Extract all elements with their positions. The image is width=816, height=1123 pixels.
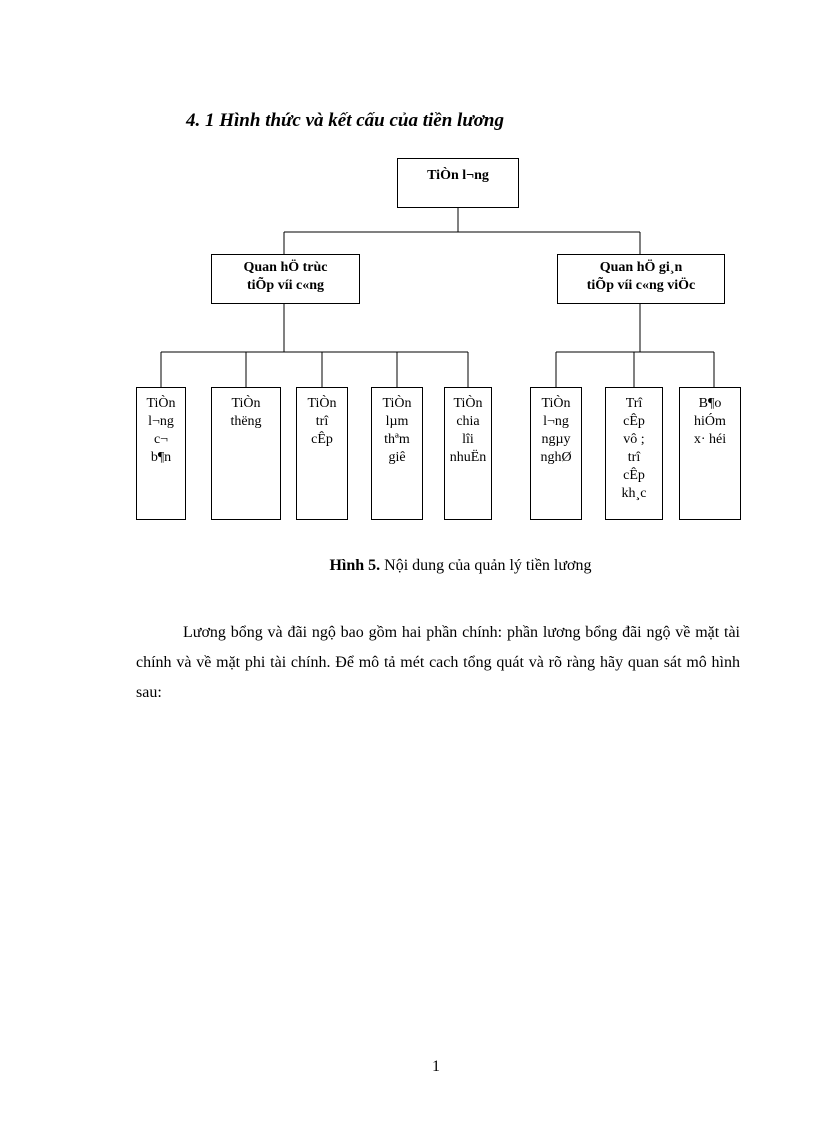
node-service-allowance-label: Trî cÊp vô ; trî cÊp kh¸c: [621, 396, 647, 501]
node-direct-relation: [211, 254, 360, 304]
node-allowance-label: TiÒn trî cÊp: [307, 396, 337, 447]
node-overtime-pay: [371, 387, 423, 520]
node-direct-relation-label: Quan hÖ trùc tiÕp víi c«ng: [243, 260, 328, 293]
node-overtime-pay-label: TiÒn lµm thªm giê: [382, 396, 412, 465]
node-profit-sharing: [444, 387, 492, 520]
node-indirect-relation: [557, 254, 725, 304]
node-holiday-pay: [530, 387, 582, 520]
node-profit-sharing-label: TiÒn chia lîi nhuËn: [449, 396, 487, 465]
node-social-insurance: [679, 387, 741, 520]
node-bonus-label: TiÒn thëng: [230, 396, 262, 429]
node-holiday-pay-label: TiÒn l¬ng ngµy nghØ: [540, 396, 572, 465]
node-indirect-relation-label: Quan hÖ gi¸n tiÕp víi c«ng viÖc: [586, 260, 696, 293]
node-root: [397, 158, 519, 208]
node-social-insurance-label: B¶o hiÓm x· héi: [693, 396, 727, 447]
figure-caption: [0, 557, 816, 575]
node-service-allowance: [605, 387, 663, 520]
node-base-salary-label: TiÒn l¬ng c¬ b¶n: [146, 396, 176, 465]
body-paragraph: Lương bổng và đãi ngộ bao gồm hai phần chính: phần lương bổng đãi ngộ về mặt tài chính và về mặt phi tài chính. Để mô tả mét cach tổng quát và rõ ràng hãy quan sát mô hình sau:: [136, 624, 740, 701]
section-heading: 4. 1 Hình thức và kết cấu của tiền lương: [186, 110, 504, 131]
page-number: 1: [432, 1058, 440, 1075]
node-bonus: [211, 387, 281, 520]
node-base-salary: [136, 387, 186, 520]
figure-caption-label: Hình 5.: [329, 557, 381, 574]
node-allowance: [296, 387, 348, 520]
node-root-label: TiÒn l¬ng: [427, 168, 489, 183]
figure-caption-text: Nội dung của quản lý tiền lương: [380, 557, 592, 574]
